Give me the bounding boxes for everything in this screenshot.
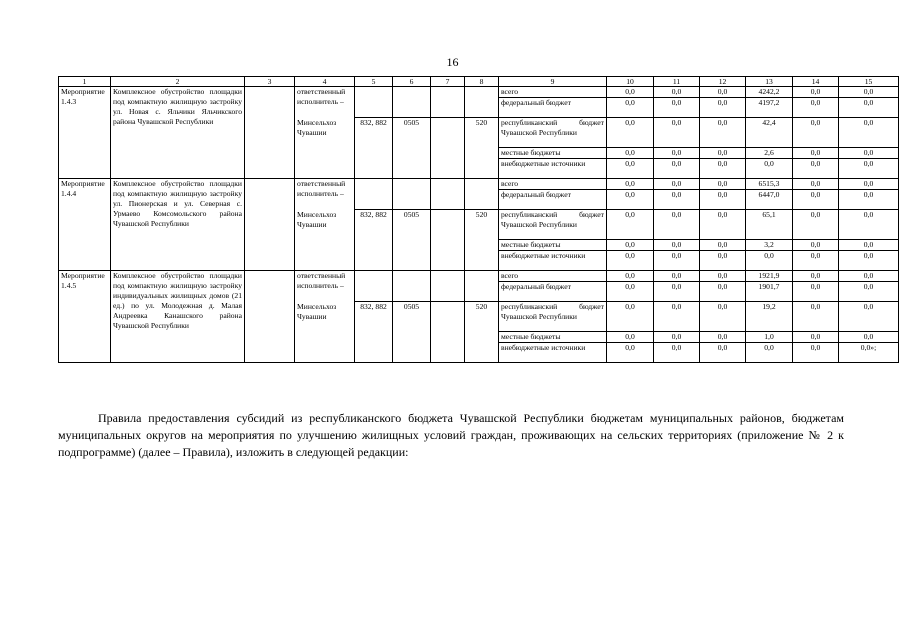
- value-cell: 0,0: [700, 251, 746, 271]
- grbs-cell: 832, 882: [355, 302, 393, 363]
- value-cell: 0,0: [654, 302, 700, 332]
- value-cell: 0,0: [700, 240, 746, 251]
- vr-cell: [465, 271, 499, 302]
- value-cell: 0,0: [654, 148, 700, 159]
- funding-source-cell: республиканский бюджет Чувашской Республики: [499, 118, 607, 148]
- table-row: [59, 87, 899, 98]
- value-cell: 0,0: [700, 118, 746, 148]
- header-cell: 9: [499, 77, 607, 87]
- value-cell: 0,0: [839, 240, 899, 251]
- value-cell: 0,0: [700, 159, 746, 179]
- activity-cell: Мероприятие 1.4.3: [59, 87, 111, 179]
- grbs-cell: [355, 87, 393, 118]
- value-cell: 4197,2: [746, 98, 793, 118]
- value-cell: 0,0: [839, 332, 899, 343]
- grbs-cell: [355, 179, 393, 210]
- value-cell: 0,0: [700, 302, 746, 332]
- value-cell: 0,0: [793, 302, 839, 332]
- column-7-cell: [431, 271, 465, 302]
- value-cell: 0,0: [793, 98, 839, 118]
- value-cell: 0,0: [700, 179, 746, 190]
- funding-source-cell: всего: [499, 87, 607, 98]
- value-cell: 0,0: [700, 271, 746, 282]
- header-cell: 6: [393, 77, 431, 87]
- header-cell: 11: [654, 77, 700, 87]
- vr-cell: [465, 87, 499, 118]
- value-cell: 0,0: [793, 251, 839, 271]
- vr-cell: 520: [465, 210, 499, 271]
- rzpr-cell: 0505: [393, 210, 431, 271]
- value-cell: 0,0: [839, 251, 899, 271]
- value-cell: 0,0: [700, 343, 746, 363]
- value-cell: 0,0: [700, 98, 746, 118]
- value-cell: 0,0: [654, 282, 700, 302]
- rules-paragraph: Правила предоставления субсидий из республиканского бюджета Чувашской Республики бюджетам муниципальных районов, бюджетам муниципальных округов на мероприятия по улучшению жилищных условий граждан, проживающих на сельских территориях (приложение № 2 к подпрограмме) (далее – Правила), изложить в следующей редакции:: [58, 411, 844, 459]
- value-cell: 0,0: [607, 118, 654, 148]
- value-cell: 0,0: [793, 159, 839, 179]
- value-cell: 0,0: [700, 210, 746, 240]
- executor-bottom-cell: Минсельхоз Чувашии: [295, 118, 355, 179]
- executor-top-cell: ответственный исполнитель –: [295, 179, 355, 210]
- table-row: [59, 179, 899, 190]
- column-3-cell: [245, 179, 295, 271]
- value-cell: 0,0: [654, 190, 700, 210]
- value-cell: 0,0: [793, 210, 839, 240]
- column-7-cell: [431, 118, 465, 179]
- value-cell: 0,0: [839, 282, 899, 302]
- value-cell: 0,0: [839, 190, 899, 210]
- value-cell: 0,0: [654, 251, 700, 271]
- column-7-cell: [431, 210, 465, 271]
- value-cell: 1901,7: [746, 282, 793, 302]
- value-cell: 1,0: [746, 332, 793, 343]
- value-cell: 0,0: [839, 271, 899, 282]
- value-cell: 4242,2: [746, 87, 793, 98]
- description-cell: Комплексное обустройство площадки под компактную жилищную застройку ул. Новая с. Яльчики Яльчикского района Чувашской Республики: [111, 87, 245, 179]
- budget-table: [58, 76, 899, 363]
- header-cell: 15: [839, 77, 899, 87]
- value-cell: 6447,0: [746, 190, 793, 210]
- grbs-cell: 832, 882: [355, 118, 393, 179]
- value-cell: 0,0: [654, 179, 700, 190]
- value-cell: 0,0: [839, 148, 899, 159]
- value-cell: 0,0: [654, 240, 700, 251]
- grbs-cell: [355, 271, 393, 302]
- table-row: [59, 271, 899, 282]
- value-cell: 0,0: [700, 282, 746, 302]
- value-cell: 0,0: [607, 210, 654, 240]
- value-cell: 0,0: [607, 251, 654, 271]
- header-cell: 12: [700, 77, 746, 87]
- value-cell: 0,0: [607, 332, 654, 343]
- activity-cell: Мероприятие 1.4.5: [59, 271, 111, 363]
- funding-source-cell: республиканский бюджет Чувашской Республики: [499, 302, 607, 332]
- value-cell: 0,0: [654, 98, 700, 118]
- value-cell: 0,0: [793, 190, 839, 210]
- activity-cell: Мероприятие 1.4.4: [59, 179, 111, 271]
- funding-source-cell: внебюджетные источники: [499, 343, 607, 363]
- vr-cell: [465, 179, 499, 210]
- value-cell: 0,0: [607, 302, 654, 332]
- description-cell: Комплексное обустройство площадки под компактную жилищную застройку индивидуальных жилищных домов (21 ед.) по ул. Молодежная д. Малая Андреевка Канашского района Чувашской Республики: [111, 271, 245, 363]
- column-7-cell: [431, 179, 465, 210]
- funding-source-cell: федеральный бюджет: [499, 98, 607, 118]
- value-cell: 0,0»;: [839, 343, 899, 363]
- rzpr-cell: 0505: [393, 302, 431, 363]
- funding-source-cell: федеральный бюджет: [499, 282, 607, 302]
- header-cell: 7: [431, 77, 465, 87]
- column-3-cell: [245, 87, 295, 179]
- vr-cell: 520: [465, 302, 499, 363]
- value-cell: 0,0: [607, 148, 654, 159]
- header-cell: 3: [245, 77, 295, 87]
- header-cell: 8: [465, 77, 499, 87]
- value-cell: 0,0: [839, 179, 899, 190]
- value-cell: 2,6: [746, 148, 793, 159]
- value-cell: 0,0: [607, 98, 654, 118]
- value-cell: 0,0: [839, 302, 899, 332]
- value-cell: 0,0: [793, 118, 839, 148]
- executor-top-cell: ответственный исполнитель –: [295, 271, 355, 302]
- value-cell: 0,0: [607, 190, 654, 210]
- value-cell: 65,1: [746, 210, 793, 240]
- value-cell: 0,0: [654, 271, 700, 282]
- funding-source-cell: федеральный бюджет: [499, 190, 607, 210]
- value-cell: 0,0: [746, 159, 793, 179]
- value-cell: 42,4: [746, 118, 793, 148]
- header-cell: 1: [59, 77, 111, 87]
- value-cell: 19,2: [746, 302, 793, 332]
- executor-top-cell: ответственный исполнитель –: [295, 87, 355, 118]
- funding-source-cell: местные бюджеты: [499, 240, 607, 251]
- value-cell: 0,0: [654, 118, 700, 148]
- header-cell: 14: [793, 77, 839, 87]
- value-cell: 0,0: [793, 271, 839, 282]
- rzpr-cell: 0505: [393, 118, 431, 179]
- value-cell: 0,0: [793, 282, 839, 302]
- header-cell: 10: [607, 77, 654, 87]
- value-cell: 0,0: [793, 87, 839, 98]
- value-cell: 0,0: [793, 179, 839, 190]
- description-cell: Комплексное обустройство площадки под компактную жилищную застройку ул. Пионерская и ул. Северная с. Урмаево Комсомольского района Чувашской Республики: [111, 179, 245, 271]
- table-body: [59, 77, 899, 363]
- value-cell: 1921,9: [746, 271, 793, 282]
- rzpr-cell: [393, 271, 431, 302]
- column-3-cell: [245, 271, 295, 363]
- executor-bottom-cell: Минсельхоз Чувашии: [295, 210, 355, 271]
- executor-bottom-cell: Минсельхоз Чувашии: [295, 302, 355, 363]
- value-cell: 0,0: [607, 343, 654, 363]
- header-cell: 5: [355, 77, 393, 87]
- funding-source-cell: местные бюджеты: [499, 148, 607, 159]
- value-cell: 0,0: [654, 210, 700, 240]
- value-cell: 0,0: [654, 332, 700, 343]
- value-cell: 0,0: [793, 332, 839, 343]
- funding-source-cell: республиканский бюджет Чувашской Республики: [499, 210, 607, 240]
- grbs-cell: 832, 882: [355, 210, 393, 271]
- funding-source-cell: всего: [499, 271, 607, 282]
- header-cell: 13: [746, 77, 793, 87]
- value-cell: 0,0: [839, 210, 899, 240]
- page-number: 16: [446, 55, 459, 69]
- rzpr-cell: [393, 87, 431, 118]
- value-cell: 0,0: [700, 332, 746, 343]
- rzpr-cell: [393, 179, 431, 210]
- value-cell: 0,0: [746, 343, 793, 363]
- funding-source-cell: внебюджетные источники: [499, 251, 607, 271]
- value-cell: 0,0: [607, 271, 654, 282]
- value-cell: 0,0: [700, 190, 746, 210]
- value-cell: 0,0: [700, 148, 746, 159]
- value-cell: 0,0: [607, 179, 654, 190]
- value-cell: 6515,3: [746, 179, 793, 190]
- value-cell: 0,0: [654, 343, 700, 363]
- value-cell: 0,0: [839, 98, 899, 118]
- value-cell: 0,0: [839, 159, 899, 179]
- column-7-cell: [431, 87, 465, 118]
- column-7-cell: [431, 302, 465, 363]
- funding-source-cell: местные бюджеты: [499, 332, 607, 343]
- value-cell: 3,2: [746, 240, 793, 251]
- header-cell: 4: [295, 77, 355, 87]
- value-cell: 0,0: [654, 159, 700, 179]
- value-cell: 0,0: [746, 251, 793, 271]
- value-cell: 0,0: [793, 343, 839, 363]
- value-cell: 0,0: [607, 159, 654, 179]
- value-cell: 0,0: [700, 87, 746, 98]
- value-cell: 0,0: [793, 240, 839, 251]
- value-cell: 0,0: [839, 87, 899, 98]
- value-cell: 0,0: [839, 118, 899, 148]
- header-row: [59, 77, 899, 87]
- value-cell: 0,0: [607, 87, 654, 98]
- value-cell: 0,0: [654, 87, 700, 98]
- value-cell: 0,0: [607, 282, 654, 302]
- vr-cell: 520: [465, 118, 499, 179]
- funding-source-cell: всего: [499, 179, 607, 190]
- funding-source-cell: внебюджетные источники: [499, 159, 607, 179]
- value-cell: 0,0: [793, 148, 839, 159]
- header-cell: 2: [111, 77, 245, 87]
- value-cell: 0,0: [607, 240, 654, 251]
